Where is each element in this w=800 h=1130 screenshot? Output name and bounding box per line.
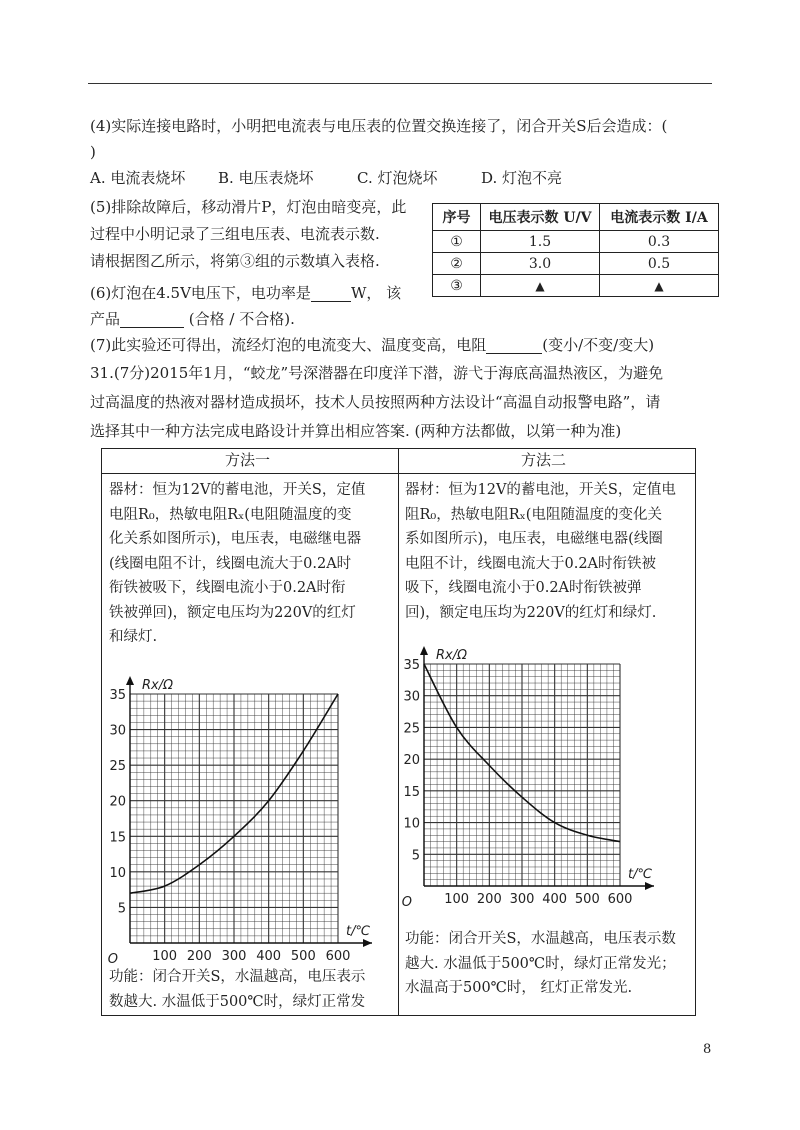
y-tick-label: 35 [403,658,420,673]
origin-label: O [107,952,118,965]
table-row [433,275,719,297]
q7-line [90,338,654,354]
x-tick-label: 400 [542,892,568,907]
chart-method2 [398,638,696,923]
x-tick-label: 200 [476,892,502,907]
method1-line: 衔铁被吸下，线圈电流小于0.2A时衔 [109,580,346,596]
q5-line2: 过程中小明记录了三组电压表、电流表示数. [90,225,380,243]
method1-materials [109,478,365,650]
q4-option-d: D. 灯泡不亮 [481,169,563,187]
q31-line2: 过高温度的热液对器材造成损坏，技术人员按照两种方法设计“高温自动报警电路”，请 [90,393,661,411]
q4-option-a: A. 电流表烧坏 [90,169,186,187]
table-cell: ② [433,253,481,275]
method1-func-line: 功能：闭合开关S，水温越高，电压表示 [109,969,366,985]
method1-line: 铁被弹回)，额定电压均为220V的红灯 [109,604,356,621]
method2-line: 阻R₀，热敏电阻Rₓ(电阻随温度的变化关 [405,506,662,523]
q7-part1: (7)此实验还可得出，流经灯泡的电流变大、温度变高，电阻 [90,336,487,354]
x-tick-label: 600 [607,892,633,907]
method2-materials [405,478,676,625]
x-axis-label: t/℃ [346,924,371,939]
y-tick-label: 15 [403,784,420,800]
method2-line: 电阻不计，线圈电流大于0.2A时衔铁被 [405,555,657,572]
y-tick-label: 30 [403,689,420,705]
q31-line1: 31.(7分)2015年1月，“蛟龙”号深潜器在印度洋下潜，游弋于海底高温热液区，为避免 [90,364,664,382]
y-axis-label: Rx/Ω [436,648,468,663]
q5-line1: (5)排除故障后，移动滑片P，灯泡由暗变亮，此 [90,198,407,216]
q4-text: (4)实际连接电路时，小明把电流表与电压表的位置交换连接了，闭合开关S后会造成：( [90,117,668,135]
q6-line2a: 产品 [90,310,121,328]
y-tick-label: 25 [403,721,420,737]
y-tick-label: 5 [117,901,126,917]
x-tick-label: 100 [152,949,178,964]
method2-func-line: 功能：闭合开关S，水温越高，电压表示数 [405,931,676,947]
y-tick-label: 10 [109,865,126,881]
table-row [433,253,719,275]
x-tick-label: 400 [256,949,282,964]
q6-part1: (6)灯泡在4.5V电压下，电功率是 [90,284,311,302]
y-tick-label: 25 [109,759,126,775]
table-row [433,231,719,253]
method1-line: (线圈电阻不计，线圈电流大于0.2A时 [109,555,352,572]
method2-line: 系如图所示)，电压表，电磁继电器(线圈 [405,531,663,547]
method1-title: 方法一 [225,451,271,469]
table-header: 电压表示数 U/V [481,204,600,231]
method2-line: 回)，额定电压均为220V的红灯和绿灯. [405,604,657,621]
chart-method1 [101,665,398,965]
y-tick-label: 30 [109,723,126,739]
method2-function [405,927,676,1001]
x-tick-label: 200 [186,949,212,964]
q6-blank-power[interactable] [311,286,351,302]
x-axis-arrow [645,882,654,890]
method1-line: 电阻R₀，热敏电阻Rₓ(电阻随温度的变 [109,506,352,523]
table-cell: 1.5 [481,231,600,253]
y-axis-label: Rx/Ω [142,678,174,693]
x-tick-label: 100 [444,892,470,907]
method2-line: 吸下，线圈电流小于0.2A时衔铁被弹 [405,580,642,596]
method1-function [109,965,365,1014]
method1-func-line: 数越大. 水温低于500℃时，绿灯正常发 [109,993,366,1010]
top-rule [88,83,712,84]
x-axis-label: t/℃ [628,867,653,882]
method1-line: 化关系如图所示)，电压表，电磁继电器 [109,531,362,547]
q6-line1 [90,286,401,302]
table-cell: ③ [433,275,481,297]
data-table [432,203,719,297]
y-tick-label: 20 [109,794,126,810]
method2-func-line: 水温高于500℃时， 红灯正常发光. [405,980,633,996]
y-tick-label: 5 [411,848,420,864]
y-tick-label: 35 [109,688,126,703]
table-cell: 0.5 [600,253,719,275]
table-cell: ① [433,231,481,253]
table-cell: ▲ [481,275,600,297]
q6-line2b: (合格 / 不合格). [188,310,295,328]
origin-label: O [401,895,412,910]
methods-divider-horizontal [101,473,696,474]
table-cell: ▲ [600,275,719,297]
q31-line3: 选择其中一种方法完成电路设计并算出相应答案. (两种方法都做，以第一种为准) [90,422,622,440]
x-tick-label: 300 [221,949,247,964]
method1-line: 器材：恒为12V的蓄电池，开关S，定值 [109,482,366,498]
table-header: 电流表示数 I/A [600,204,719,231]
q6-blank-qualified[interactable] [120,312,184,328]
q7-part2: (变小/不变/变大) [542,336,655,354]
table-header: 序号 [433,204,481,231]
y-tick-label: 15 [109,830,126,846]
q4-close: ) [90,143,96,161]
q4-option-b: B. 电压表烧坏 [218,169,314,187]
method2-func-line: 越大. 水温低于500℃时，绿灯正常发光； [405,955,676,972]
table-cell: 0.3 [600,231,719,253]
y-axis-arrow [126,676,134,685]
q4-option-c: C. 灯泡烧坏 [357,169,438,187]
x-tick-label: 500 [290,949,316,964]
method2-line: 器材：恒为12V的蓄电池，开关S，定值电 [405,482,676,498]
table-header-row [433,204,719,231]
x-axis-arrow [363,939,372,947]
q7-blank[interactable] [486,338,542,354]
y-axis-arrow [420,646,428,655]
y-tick-label: 10 [403,816,420,832]
q6-line2 [90,312,295,328]
y-tick-label: 20 [403,753,420,769]
method2-title: 方法二 [521,451,567,469]
x-tick-label: 300 [509,892,535,907]
table-cell: 3.0 [481,253,600,275]
q5-line3: 请根据图乙所示，将第③组的示数填入表格. [90,252,380,270]
x-tick-label: 500 [574,892,600,907]
x-tick-label: 600 [325,949,351,964]
page-number: 8 [703,1042,712,1057]
method1-line: 和绿灯. [109,629,158,645]
q6-part2: W， 该 [350,284,402,302]
